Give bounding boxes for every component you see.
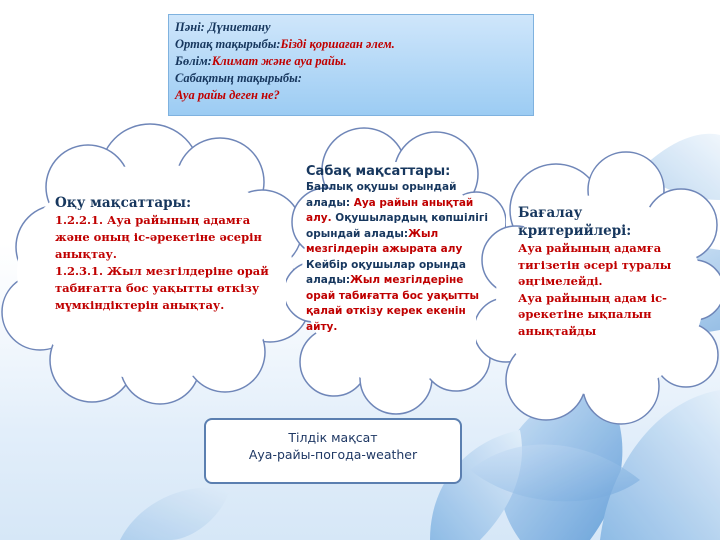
assessment-criterion-2: Ауа райының адам іс-әрекетіне ықпалын анықтайды <box>518 290 667 338</box>
lesson-topic-value: Ауа райы деген не? <box>175 88 280 102</box>
most-students-value: Жыл мезгілдерін ажырата алу <box>306 227 463 255</box>
assessment-cloud <box>476 150 720 430</box>
learning-goal-1: 1.2.2.1. Ауа райының адамға және оның іс-әрекетіне әсерін анықтау. <box>55 213 262 261</box>
assessment-heading: Бағалау критерийлері: <box>518 205 632 239</box>
learning-goal-2: 1.2.3.1. Жыл мезгілдеріне орай табиғатта бос уақытты өткізу мүмкіндіктерін анықтау. <box>55 264 269 312</box>
section-label: Бөлім: <box>175 54 212 68</box>
lesson-goals-cloud <box>286 122 506 418</box>
lesson-topic-label: Сабақтың тақырыбы: <box>175 71 302 85</box>
lesson-info-box <box>168 14 534 116</box>
assessment-criterion-1: Ауа райының адамға тигізетін әсері туралы әңгімелейді. <box>518 241 672 288</box>
language-goal-heading: Тілдік мақсат <box>288 430 378 445</box>
subject-label: Пәні: <box>175 20 208 34</box>
theme-value: Бізді қоршаған әлем. <box>280 37 395 51</box>
all-students-label: Барлық оқушы орындай алады: <box>306 181 457 209</box>
learning-goals-heading: Оқу мақсаттары: <box>55 195 192 211</box>
most-students-label: Оқушылардың көпшілігі орындай алады: <box>306 212 488 240</box>
section-value: Климат және ауа райы. <box>211 54 347 68</box>
theme-label: Ортақ тақырыбы: <box>175 37 281 51</box>
language-goal-words: Ауа-райы-погода-weather <box>248 447 418 462</box>
learning-goals-cloud <box>0 112 312 408</box>
some-students-label: Кейбір оқушылар орында алады: <box>306 258 466 286</box>
some-students-value: Жыл мезгілдеріне орай табиғатта бос уақытты қалай өткізу керек екенін айту. <box>306 274 480 333</box>
subject-value: Дүниетану <box>207 20 271 34</box>
all-students-value: Ауа райын анықтай алу. <box>306 196 474 224</box>
lesson-goals-heading: Сабақ мақсаттары: <box>306 164 451 179</box>
language-goal-box <box>204 418 462 484</box>
